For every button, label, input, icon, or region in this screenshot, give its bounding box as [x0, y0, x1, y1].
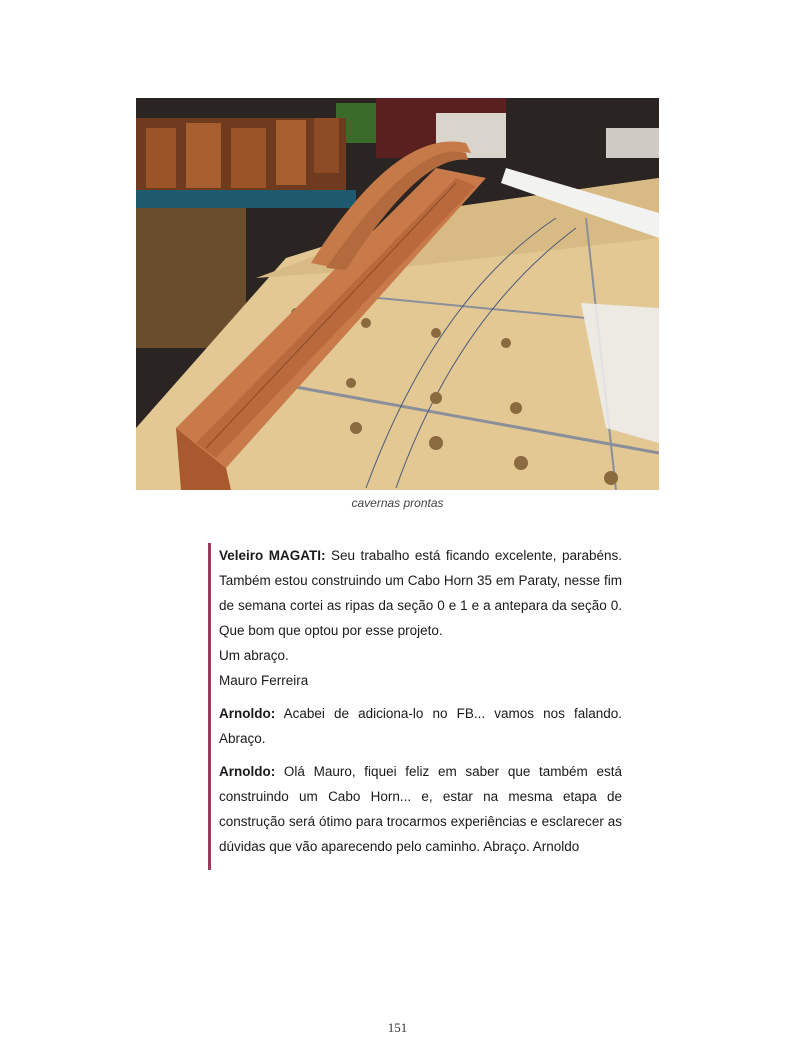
comment-3 — [219, 759, 622, 859]
workshop-photo — [136, 98, 659, 490]
comment-closing: Um abraço. — [219, 648, 289, 663]
comment-1 — [219, 543, 622, 693]
comment-text: Olá Mauro, fiquei feliz em saber que também está construindo um Cabo Horn... e, estar na mesma etapa de construção será ótimo para trocarmos experiências e esclarecer as dúvidas que vão aparecendo pelo caminho. Abraço. Arnoldo — [219, 764, 622, 854]
comment-speaker: Arnoldo: — [219, 764, 276, 779]
comment-thread — [208, 543, 622, 870]
figure-caption: cavernas prontas — [351, 496, 444, 510]
page-number: 151 — [387, 1020, 408, 1035]
comment-2 — [219, 701, 622, 751]
comment-speaker: Arnoldo: — [219, 706, 276, 721]
comment-speaker: Veleiro MAGATI: — [219, 548, 326, 563]
comment-signature: Mauro Ferreira — [219, 673, 309, 688]
comment-text: Acabei de adiciona-lo no FB... vamos nos falando. Abraço. — [219, 706, 622, 746]
comment-text: Seu trabalho está ficando excelente, parabéns. Também estou construindo um Cabo Horn 35 em Paraty, nesse fim de semana cortei as ripas da seção 0 e 1 e a antepara da seção 0. Que bom que optou por esse projeto. — [219, 548, 623, 638]
